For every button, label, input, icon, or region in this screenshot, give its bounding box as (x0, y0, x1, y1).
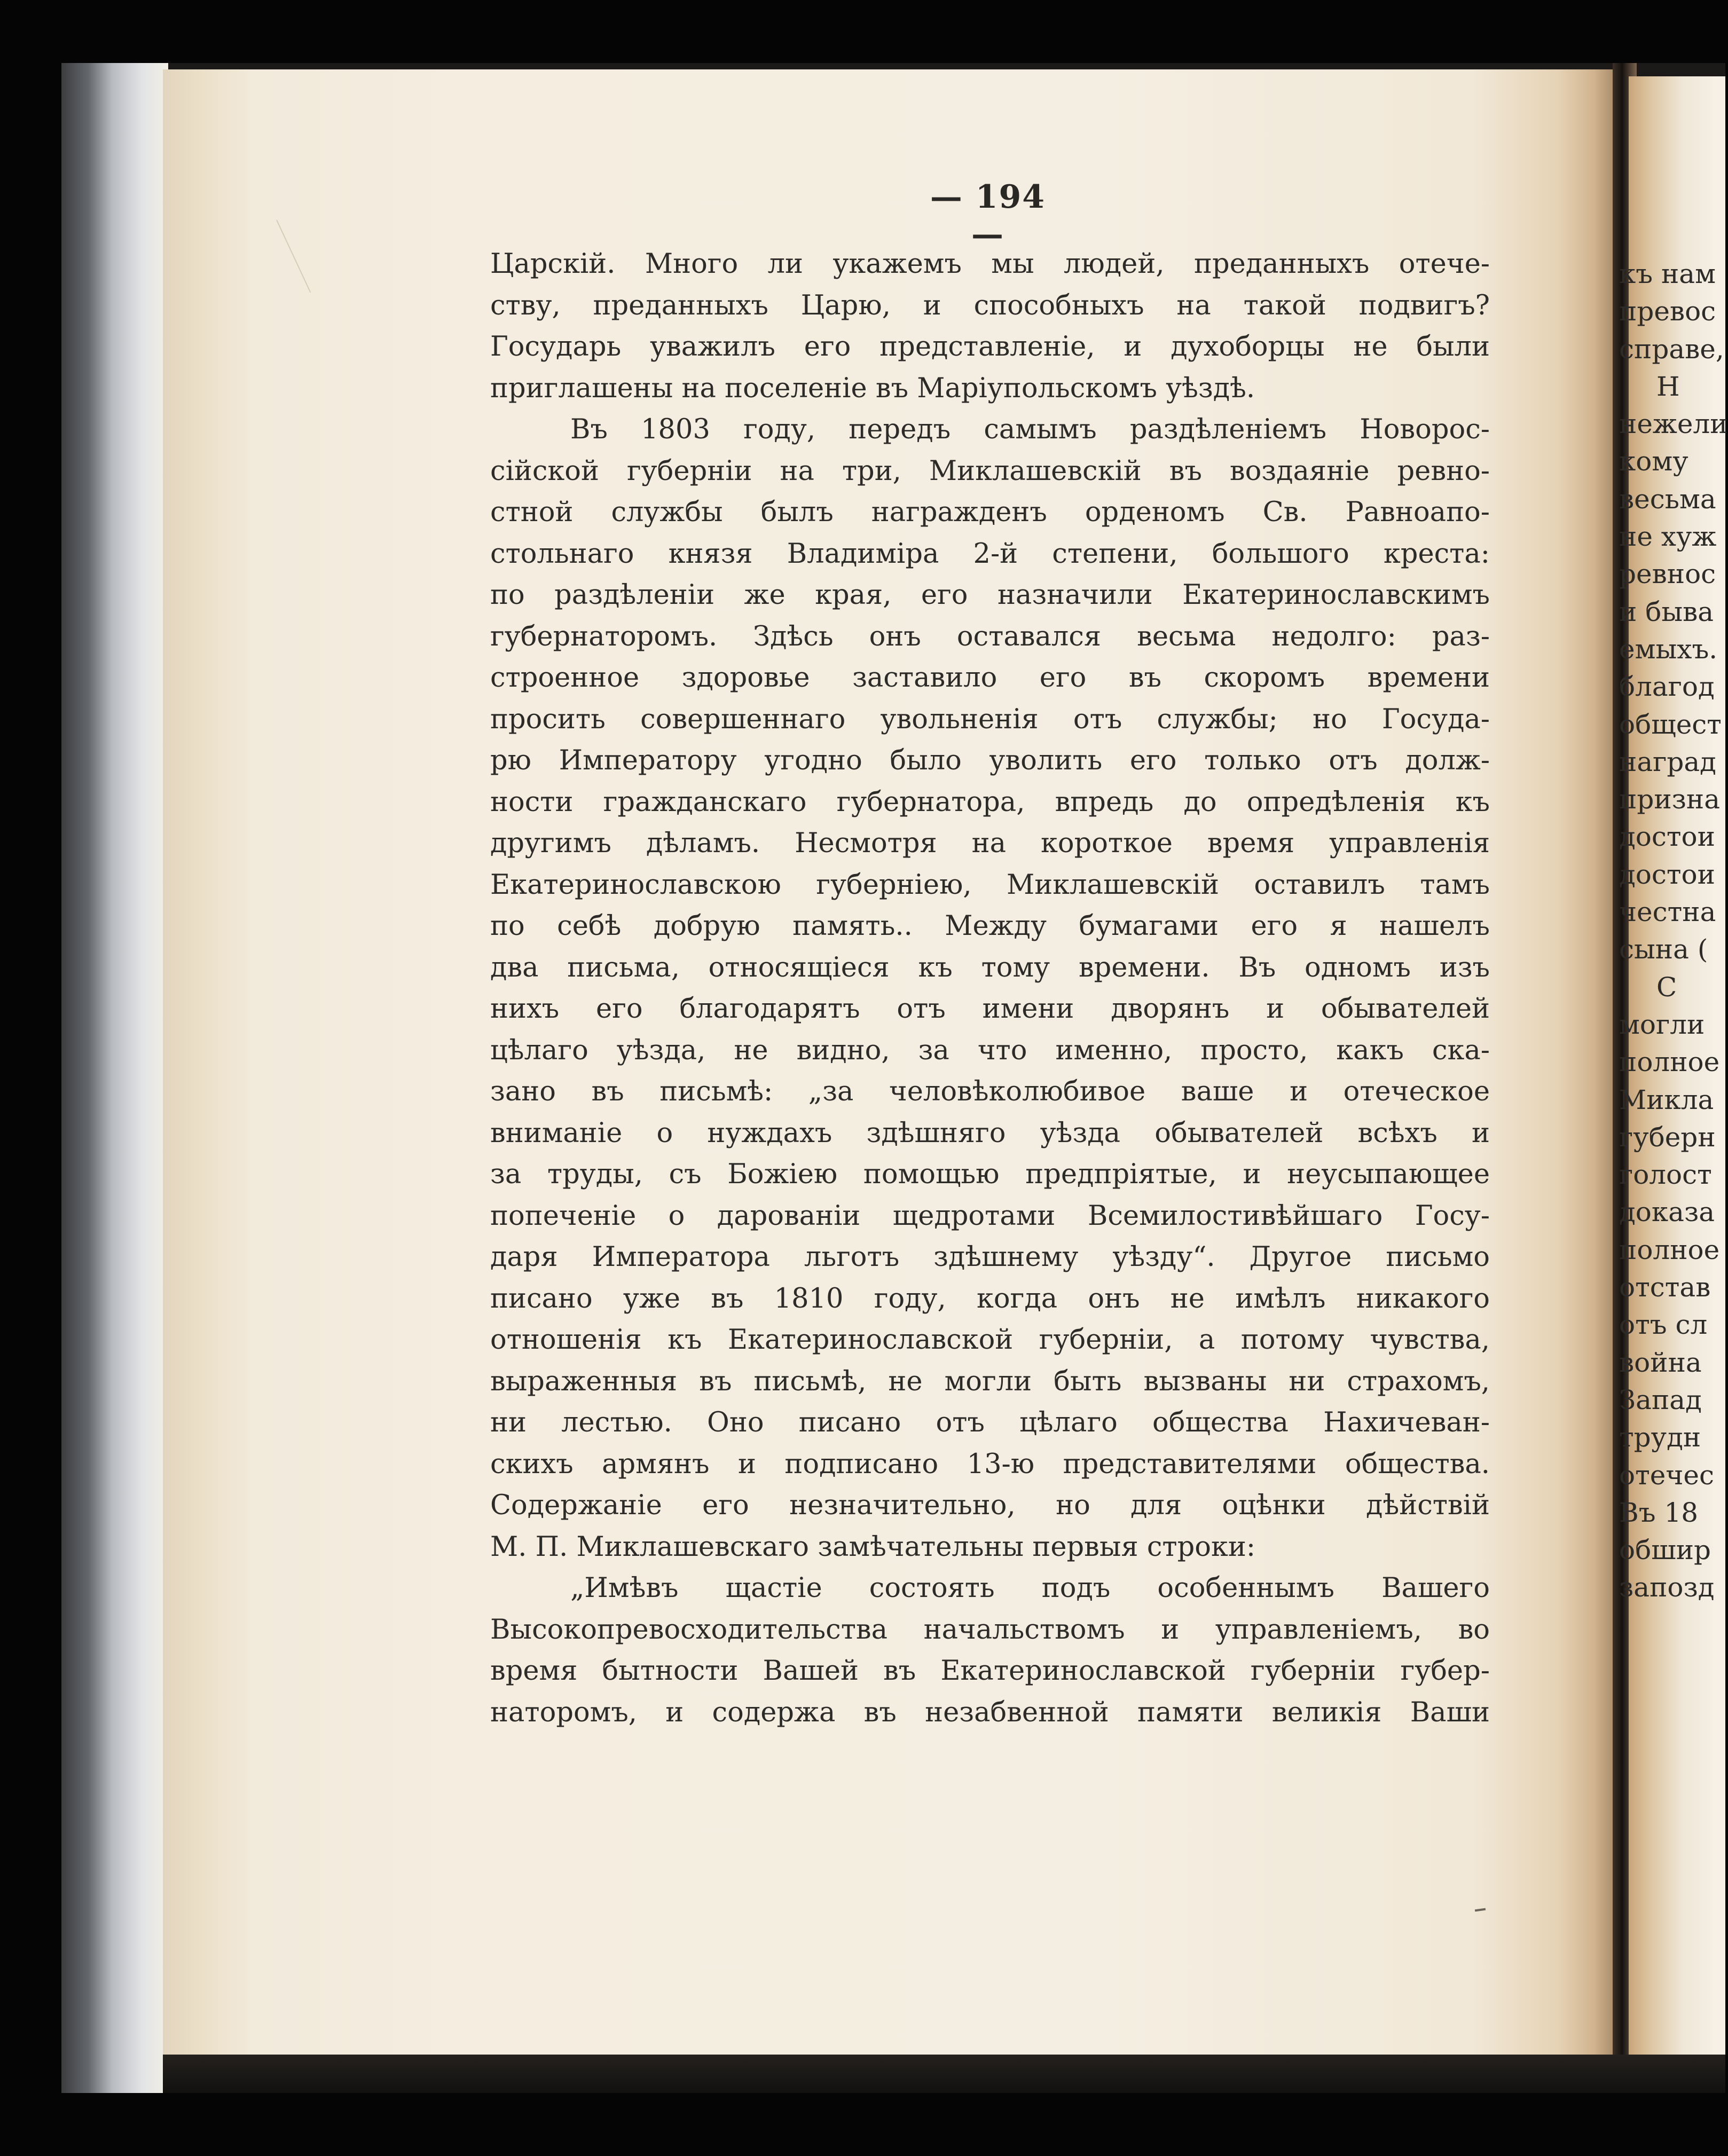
bottom-shadow (163, 2055, 1725, 2093)
right-text-line: Микла (1619, 1084, 1714, 1115)
right-text-line: ревнос (1619, 558, 1716, 590)
text-line: два письма, относящіеся къ тому времени. Въ одномъ изъ (490, 951, 1490, 983)
text-line: Царскій. Много ли укажемъ мы людей, преданныхъ отече- (490, 248, 1490, 280)
text-line: строенное здоровье заставило его въ скоромъ времени (490, 662, 1490, 694)
right-text-line: С (1656, 971, 1677, 1003)
right-text-line: къ нам (1619, 258, 1716, 289)
right-text-line: честна (1619, 896, 1716, 928)
right-text-line: война (1619, 1347, 1702, 1378)
right-text-line: справе, (1619, 333, 1724, 365)
right-text-line: и быва (1619, 596, 1714, 627)
right-page-cut-text (1619, 255, 1728, 1607)
text-line: по раздѣленіи же края, его назначили Екатеринославскимъ (490, 579, 1490, 611)
right-text-line: трудн (1619, 1422, 1701, 1453)
page-number: — 194 — (930, 178, 1046, 253)
text-line: Въ 1803 году, передъ самымъ раздѣленіемъ Новорос- (570, 414, 1490, 445)
text-line: стной службы былъ награжденъ орденомъ Св. Равноапо- (490, 497, 1490, 528)
text-line: М. П. Миклашевскаго замѣчательны первыя строки: (490, 1531, 1256, 1563)
text-line: отношенія къ Екатеринославской губерніи, а потому чувства, (490, 1324, 1490, 1356)
text-line: за труды, съ Божіею помощью предпріятые, и неусыпающее (490, 1159, 1490, 1190)
text-line: „Имѣвъ щастіе состоять подъ особеннымъ Вашего (570, 1572, 1490, 1604)
text-line: скихъ армянъ и подписано 13-ю представителями общества. (490, 1448, 1490, 1480)
text-line: по себѣ добрую память.. Между бумагами его я нашелъ (490, 910, 1490, 942)
right-text-line: полное (1619, 1046, 1720, 1078)
left-page-text (490, 243, 1490, 1733)
text-line: писано уже въ 1810 году, когда онъ не имѣлъ никакого (490, 1282, 1490, 1315)
right-text-line: запозд (1619, 1572, 1715, 1603)
right-text-line: емыхъ. (1619, 633, 1718, 665)
right-text-line: Н (1656, 371, 1680, 402)
text-line: наторомъ, и содержа въ незабвенной памяти великія Ваши (490, 1696, 1490, 1728)
text-line: ству, преданныхъ Царю, и способныхъ на такой подвигъ? (490, 289, 1490, 321)
right-text-line: благод (1619, 671, 1715, 703)
text-line: стольнаго князя Владиміра 2-й степени, большого креста: (490, 538, 1490, 570)
right-text-line: голост (1619, 1159, 1712, 1191)
text-line: время бытности Вашей въ Екатеринославской губерніи губер- (490, 1655, 1490, 1687)
binding-board (61, 63, 168, 2093)
right-text-line: достои (1619, 821, 1715, 853)
text-line: Государь уважилъ его представленіе, и духоборцы не были (490, 331, 1490, 363)
text-line: сійской губерніи на три, Миклашевскій въ воздаяніе ревно- (490, 455, 1490, 487)
right-text-line: нежели (1619, 408, 1728, 440)
text-line: Содержаніе его незначительно, но для оцѣнки дѣйствій (490, 1490, 1490, 1521)
text-line: приглашены на поселеніе въ Маріупольскомъ уѣздѣ. (490, 372, 1255, 404)
right-text-line: Въ 18 (1619, 1497, 1699, 1528)
text-line: попеченіе о дарованіи щедротами Всемилостивѣйшаго Госу- (490, 1200, 1490, 1232)
right-text-line: отечес (1619, 1459, 1715, 1491)
text-line: даря Императора льготъ здѣшнему уѣзду“. Другое письмо (490, 1241, 1490, 1273)
right-text-line: Запад (1619, 1384, 1702, 1415)
text-line: ни лестью. Оно писано отъ цѣлаго общества Нахичеван- (490, 1407, 1490, 1438)
right-text-line: отъ сл (1619, 1309, 1708, 1341)
right-text-line: губерн (1619, 1121, 1716, 1153)
right-text-line: отстав (1619, 1272, 1711, 1303)
right-text-line: достои (1619, 859, 1715, 890)
right-text-line: общест (1619, 709, 1722, 740)
right-text-line: наград (1619, 746, 1716, 777)
text-line: рю Императору угодно было уволить его только отъ долж- (490, 745, 1490, 776)
text-line: губернаторомъ. Здѣсь онъ оставался весьма недолго: раз- (490, 620, 1490, 652)
right-text-line: сына ( (1619, 934, 1708, 965)
right-text-line: могли (1619, 1009, 1705, 1040)
text-line: ности гражданскаго губернатора, впредь до опредѣленія къ (490, 786, 1490, 818)
right-text-line: кому (1619, 446, 1688, 477)
right-text-line: не хуж (1619, 521, 1717, 553)
text-line: просить совершеннаго увольненія отъ службы; но Госуда- (490, 703, 1490, 735)
right-text-line: весьма (1619, 483, 1716, 515)
right-text-line: призна (1619, 784, 1721, 815)
text-line: выраженныя въ письмѣ, не могли быть вызваны ни страхомъ, (490, 1365, 1490, 1397)
right-text-line: обшир (1619, 1535, 1711, 1566)
right-text-line: полное (1619, 1234, 1720, 1265)
text-line: Екатеринославскою губерніею, Миклашевскій оставилъ тамъ (490, 869, 1490, 901)
text-line: Высокопревосходительства начальствомъ и управленіемъ, во (490, 1614, 1490, 1646)
right-text-line: превос (1619, 296, 1716, 327)
right-text-line: доказа (1619, 1197, 1715, 1228)
text-line: вниманіе о нуждахъ здѣшняго уѣзда обывателей всѣхъ и (490, 1117, 1490, 1149)
text-line: нихъ его благодарятъ отъ имени дворянъ и обывателей (490, 993, 1490, 1025)
text-line: зано въ письмѣ: „за человѣколюбивое ваше и отеческое (490, 1076, 1490, 1107)
text-line: цѣлаго уѣзда, не видно, за что именно, просто, какъ ска- (490, 1034, 1490, 1066)
text-line: другимъ дѣламъ. Несмотря на короткое время управленія (490, 828, 1490, 859)
